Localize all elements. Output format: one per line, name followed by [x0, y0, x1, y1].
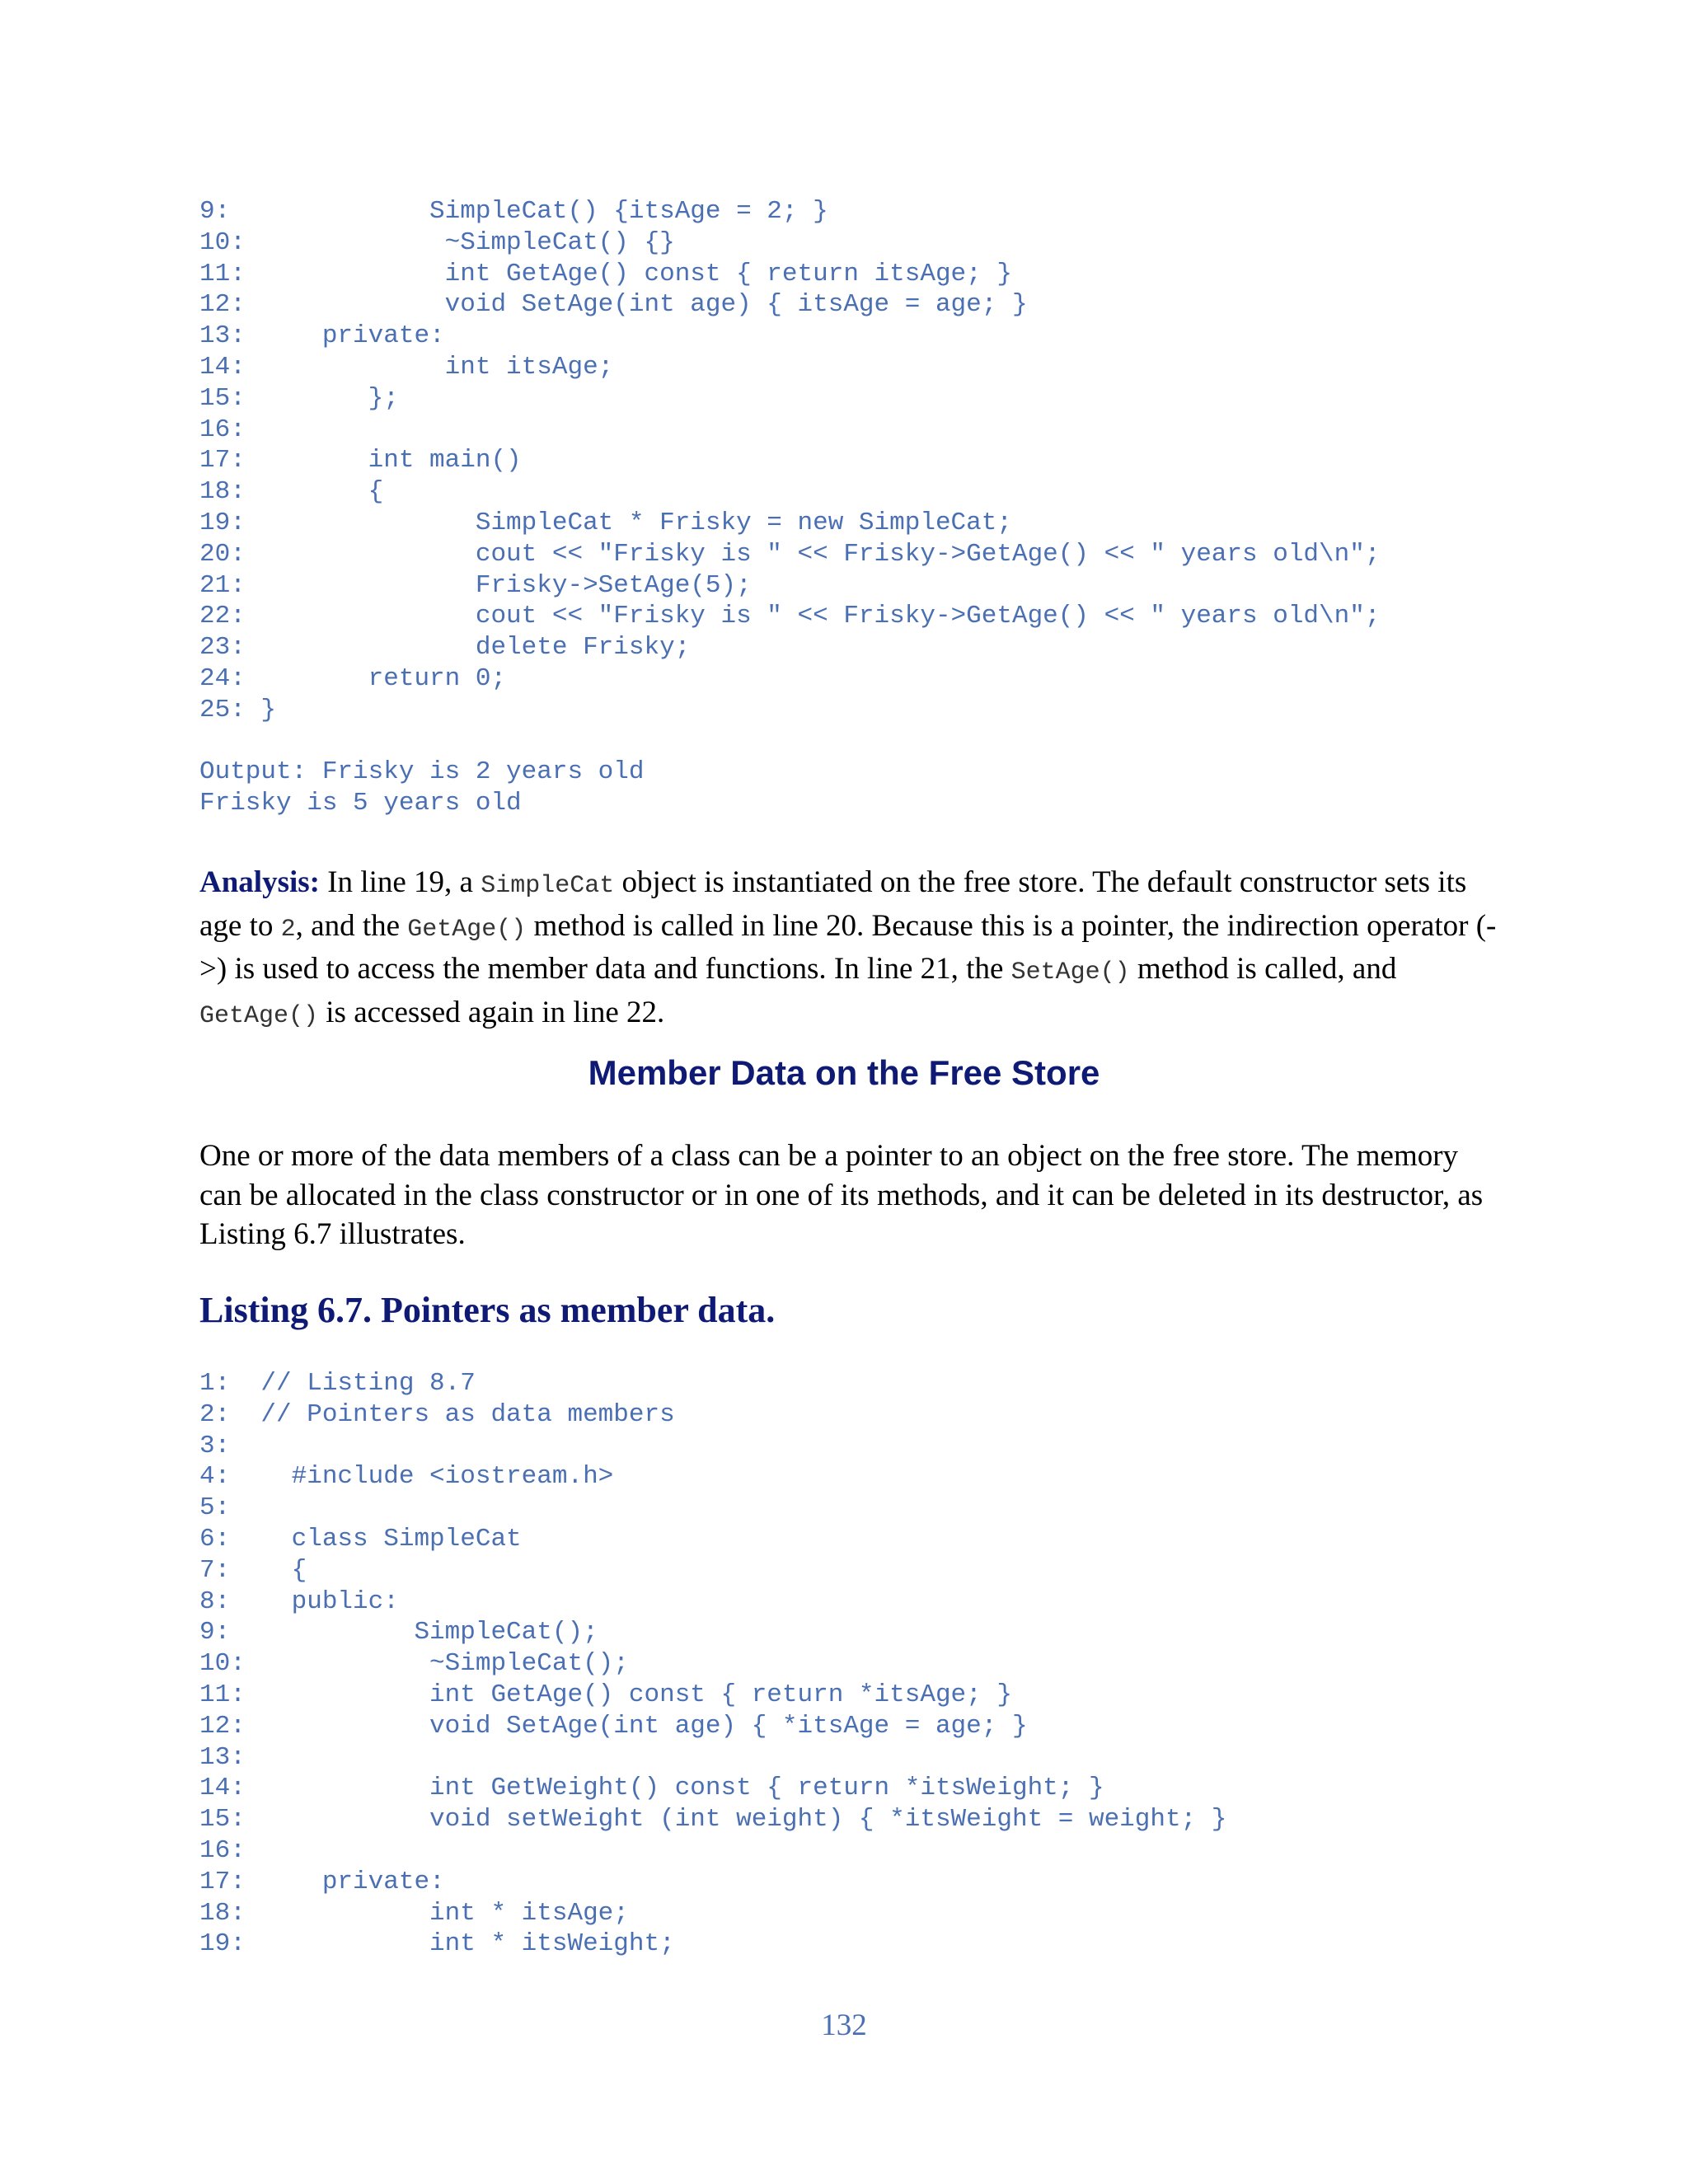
- code-line: 5:: [199, 1493, 231, 1523]
- code-line: 9: SimpleCat() {itsAge = 2; }: [199, 197, 828, 226]
- analysis-text: object is instantiated on the free store. The default constructor sets its age to: [199, 865, 1467, 943]
- listing-6-7-code: [199, 1368, 1226, 1960]
- analysis-text: , and the: [295, 908, 408, 943]
- code-line: 21: Frisky->SetAge(5);: [199, 570, 752, 600]
- code-line: 16:: [199, 415, 246, 444]
- analysis-text: method is called, and: [1129, 952, 1397, 986]
- code-line: 9: SimpleCat();: [199, 1618, 598, 1647]
- code-line: 14: int itsAge;: [199, 352, 614, 382]
- inline-code: SimpleCat: [481, 872, 615, 900]
- listing-6-6-continued: [199, 196, 1380, 726]
- output-line: Output: Frisky is 2 years old: [199, 757, 645, 786]
- code-line: 23: delete Frisky;: [199, 633, 691, 663]
- code-line: 22: cout << "Frisky is " << Frisky->GetAge() << " years old\n";: [199, 602, 1381, 631]
- code-line: 18: {: [199, 477, 384, 507]
- code-line: 11: int GetAge() const { return *itsAge; }: [199, 1680, 1012, 1709]
- code-line: 2: // Pointers as data members: [199, 1399, 675, 1429]
- output-line: Frisky is 5 years old: [199, 788, 522, 818]
- code-line: 17: private:: [199, 1867, 445, 1896]
- code-line: 12: void SetAge(int age) { itsAge = age; }: [199, 290, 1028, 320]
- analysis-text: method is called in line 20. Because this is a pointer, the indirection operator (->) is used to access the member data and functions. In line 21, the: [199, 908, 1497, 986]
- code-line: 11: int GetAge() const { return itsAge; }: [199, 259, 1012, 288]
- inline-code: GetAge(): [407, 915, 527, 944]
- code-line: 10: ~SimpleCat() {}: [199, 227, 675, 257]
- analysis-text: is accessed again in line 22.: [318, 995, 665, 1029]
- code-line: 12: void SetAge(int age) { *itsAge = age; }: [199, 1711, 1028, 1741]
- inline-code: 2: [280, 915, 296, 944]
- analysis-label: Analysis:: [199, 865, 320, 899]
- inline-code: SetAge(): [1010, 958, 1130, 987]
- code-line: 19: int * itsWeight;: [199, 1929, 675, 1959]
- code-line: 15: void setWeight (int weight) { *itsWeight = weight; }: [199, 1805, 1227, 1835]
- code-line: 14: int GetWeight() const { return *itsWeight; }: [199, 1774, 1104, 1803]
- code-line: 18: int * itsAge;: [199, 1898, 629, 1928]
- listing-title: Listing 6.7. Pointers as member data.: [199, 1290, 776, 1330]
- code-line: 6: class SimpleCat: [199, 1524, 522, 1554]
- section-paragraph: One or more of the data members of a class can be a pointer to an object on the free store. The memory can be allocated in the class constructor or in one of its methods, and it can be deleted in its destructor, as Listing 6.7 illustrates.: [199, 1139, 1484, 1251]
- code-line: 8: public:: [199, 1586, 399, 1616]
- code-line: 20: cout << "Frisky is " << Frisky->GetAge() << " years old\n";: [199, 539, 1381, 569]
- code-line: 17: int main(): [199, 446, 522, 476]
- code-line: 15: };: [199, 383, 399, 413]
- analysis-paragraph: [199, 863, 1502, 1036]
- analysis-text: In line 19, a: [319, 865, 481, 899]
- program-output: [199, 757, 645, 819]
- code-line: 3:: [199, 1431, 231, 1460]
- code-line: 19: SimpleCat * Frisky = new SimpleCat;: [199, 508, 1012, 537]
- code-line: 16:: [199, 1835, 246, 1865]
- code-line: 13: private:: [199, 321, 445, 351]
- code-line: 24: return 0;: [199, 663, 507, 693]
- inline-code: GetAge(): [199, 1001, 319, 1030]
- code-line: 4: #include <iostream.h>: [199, 1462, 614, 1492]
- code-line: 7: {: [199, 1555, 307, 1585]
- page-number: 132: [821, 2008, 867, 2042]
- code-line: 1: // Listing 8.7: [199, 1369, 476, 1398]
- section-heading: Member Data on the Free Store: [588, 1053, 1100, 1092]
- code-line: 10: ~SimpleCat();: [199, 1649, 629, 1679]
- code-line: 13:: [199, 1742, 246, 1772]
- code-line: 25: }: [199, 695, 277, 724]
